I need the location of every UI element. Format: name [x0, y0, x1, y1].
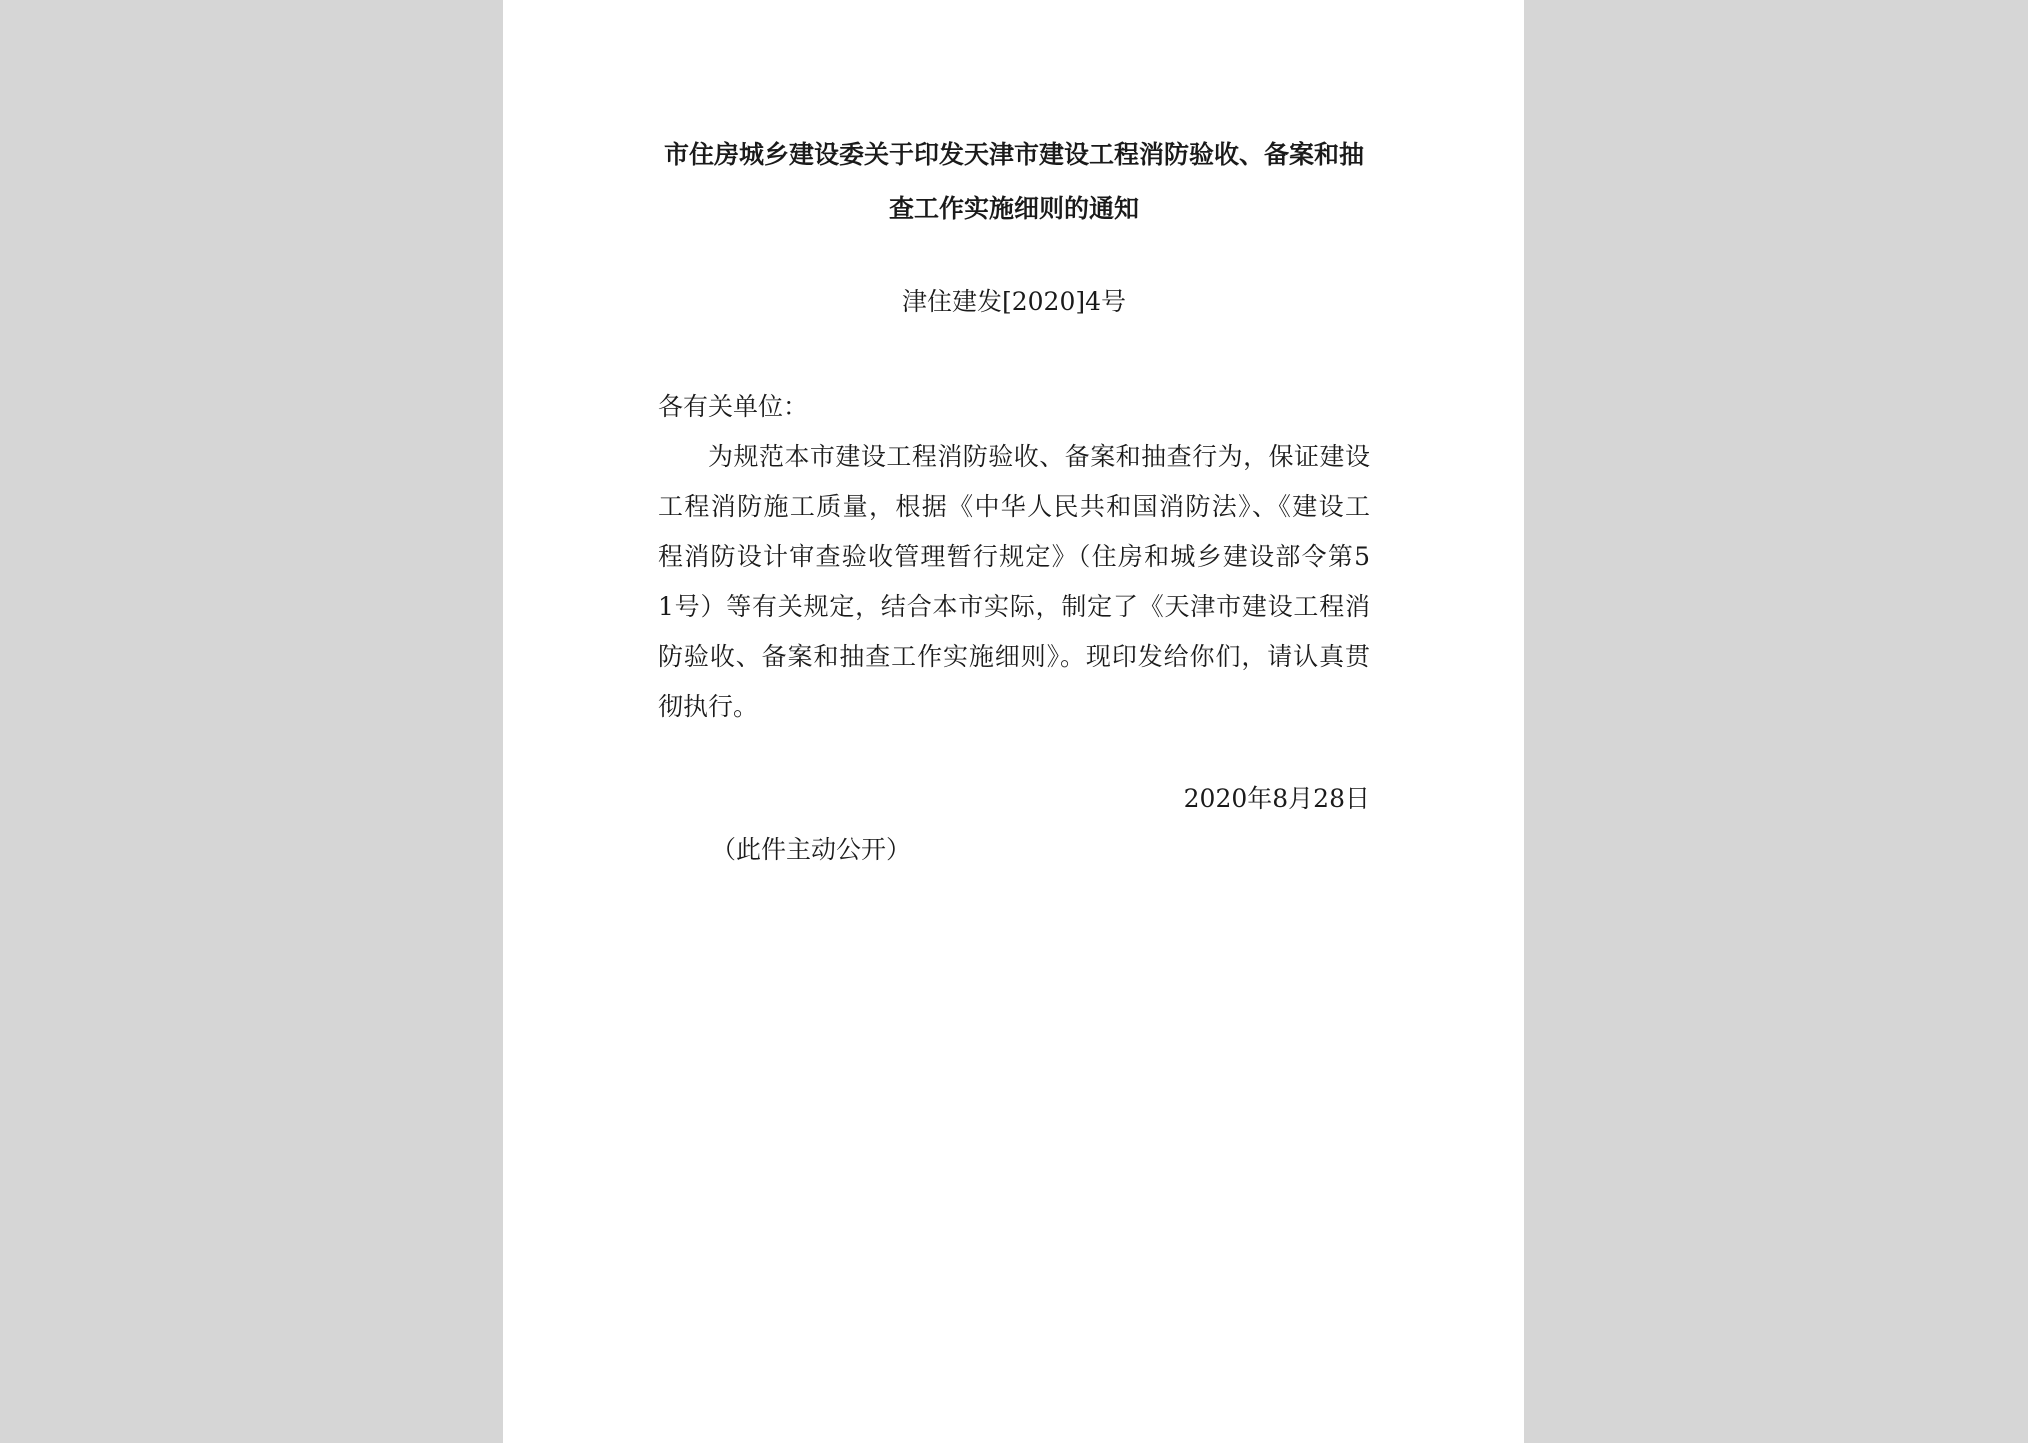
body-line: 彻执行。 — [658, 692, 759, 721]
body-line: 程消防设计审查验收管理暂行规定》（住房和城乡建设部令第5 — [658, 542, 1370, 571]
body-line: 1号）等有关规定，结合本市实际，制定了《天津市建设工程消 — [658, 592, 1370, 621]
body-line: 为规范本市建设工程消防验收、备案和抽查行为，保证建设 — [708, 442, 1370, 471]
body-paragraph — [658, 432, 1370, 732]
document-title — [658, 128, 1370, 236]
issue-date: 2020年8月28日 — [1183, 784, 1370, 813]
body-line: 防验收、备案和抽查工作实施细则》。现印发给你们，请认真贯 — [658, 642, 1370, 671]
publicity-note: （此件主动公开） — [711, 835, 912, 864]
body-line: 工程消防施工质量，根据《中华人民共和国消防法》、《建设工 — [658, 492, 1370, 521]
title-line: 市住房城乡建设委关于印发天津市建设工程消防验收、备案和抽 — [663, 140, 1364, 169]
document-number: 津住建发[2020]4号 — [901, 287, 1127, 316]
document-page — [503, 0, 1524, 1443]
document-body — [658, 382, 1370, 732]
title-line: 查工作实施细则的通知 — [888, 194, 1139, 223]
salutation: 各有关单位： — [658, 392, 809, 421]
